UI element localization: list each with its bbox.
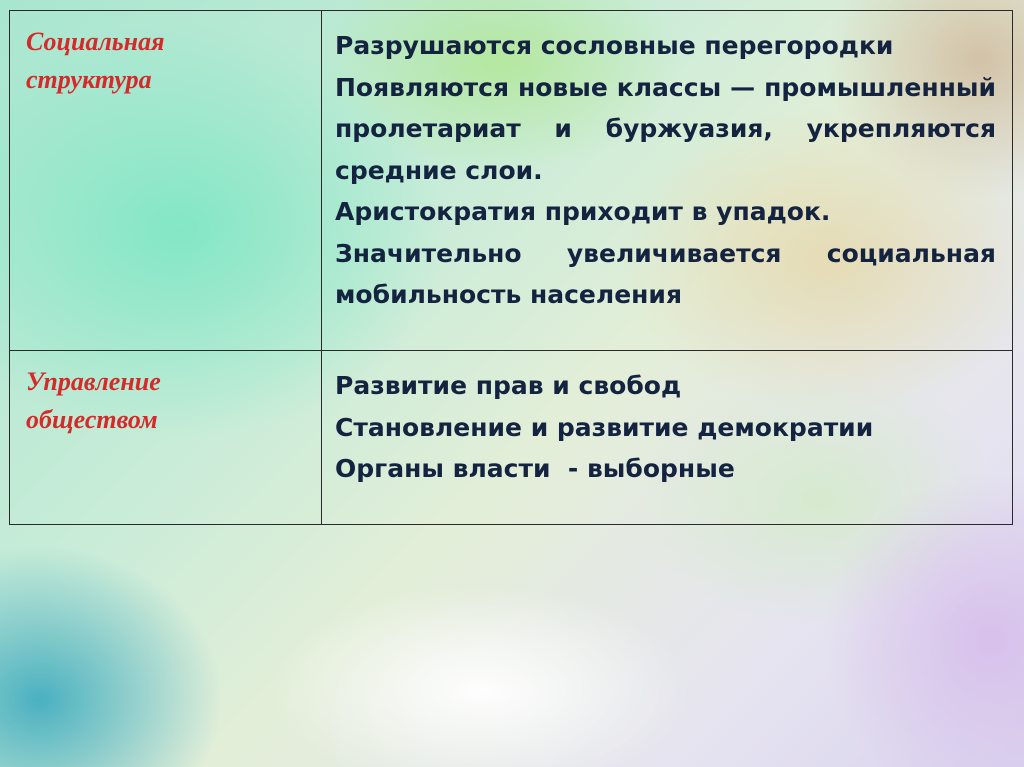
description-paragraph: Разрушаются сословные перегородки — [335, 31, 894, 60]
comparison-table — [9, 10, 1013, 525]
description-society-governance — [322, 351, 1012, 490]
term-society-governance — [10, 351, 321, 439]
table-row-society-governance — [10, 351, 1013, 525]
term-cell — [10, 351, 322, 525]
description-paragraph: Развитие прав и свобод — [335, 371, 682, 400]
description-social-structure — [322, 11, 1012, 316]
description-cell — [322, 351, 1013, 525]
term-social-structure — [10, 11, 321, 99]
description-cell — [322, 11, 1013, 351]
description-paragraph: Органы власти - выборные — [335, 454, 735, 483]
term-line: структура — [26, 65, 152, 94]
table-row-social-structure — [10, 11, 1013, 351]
description-paragraph: Становление и развитие демократии — [335, 412, 874, 442]
term-line: обществом — [26, 405, 158, 434]
term-line: Социальная — [26, 27, 165, 56]
description-paragraph: Значительно увеличивается социальная мобильность населения — [335, 238, 996, 309]
description-paragraph: Появляются новые классы — промышленный пролетариат и буржуазия, укрепляются средние слои. — [335, 72, 996, 185]
description-paragraph: Аристократия приходит в упадок. — [335, 197, 831, 226]
term-line: Управление — [26, 367, 161, 396]
term-cell — [10, 11, 322, 351]
